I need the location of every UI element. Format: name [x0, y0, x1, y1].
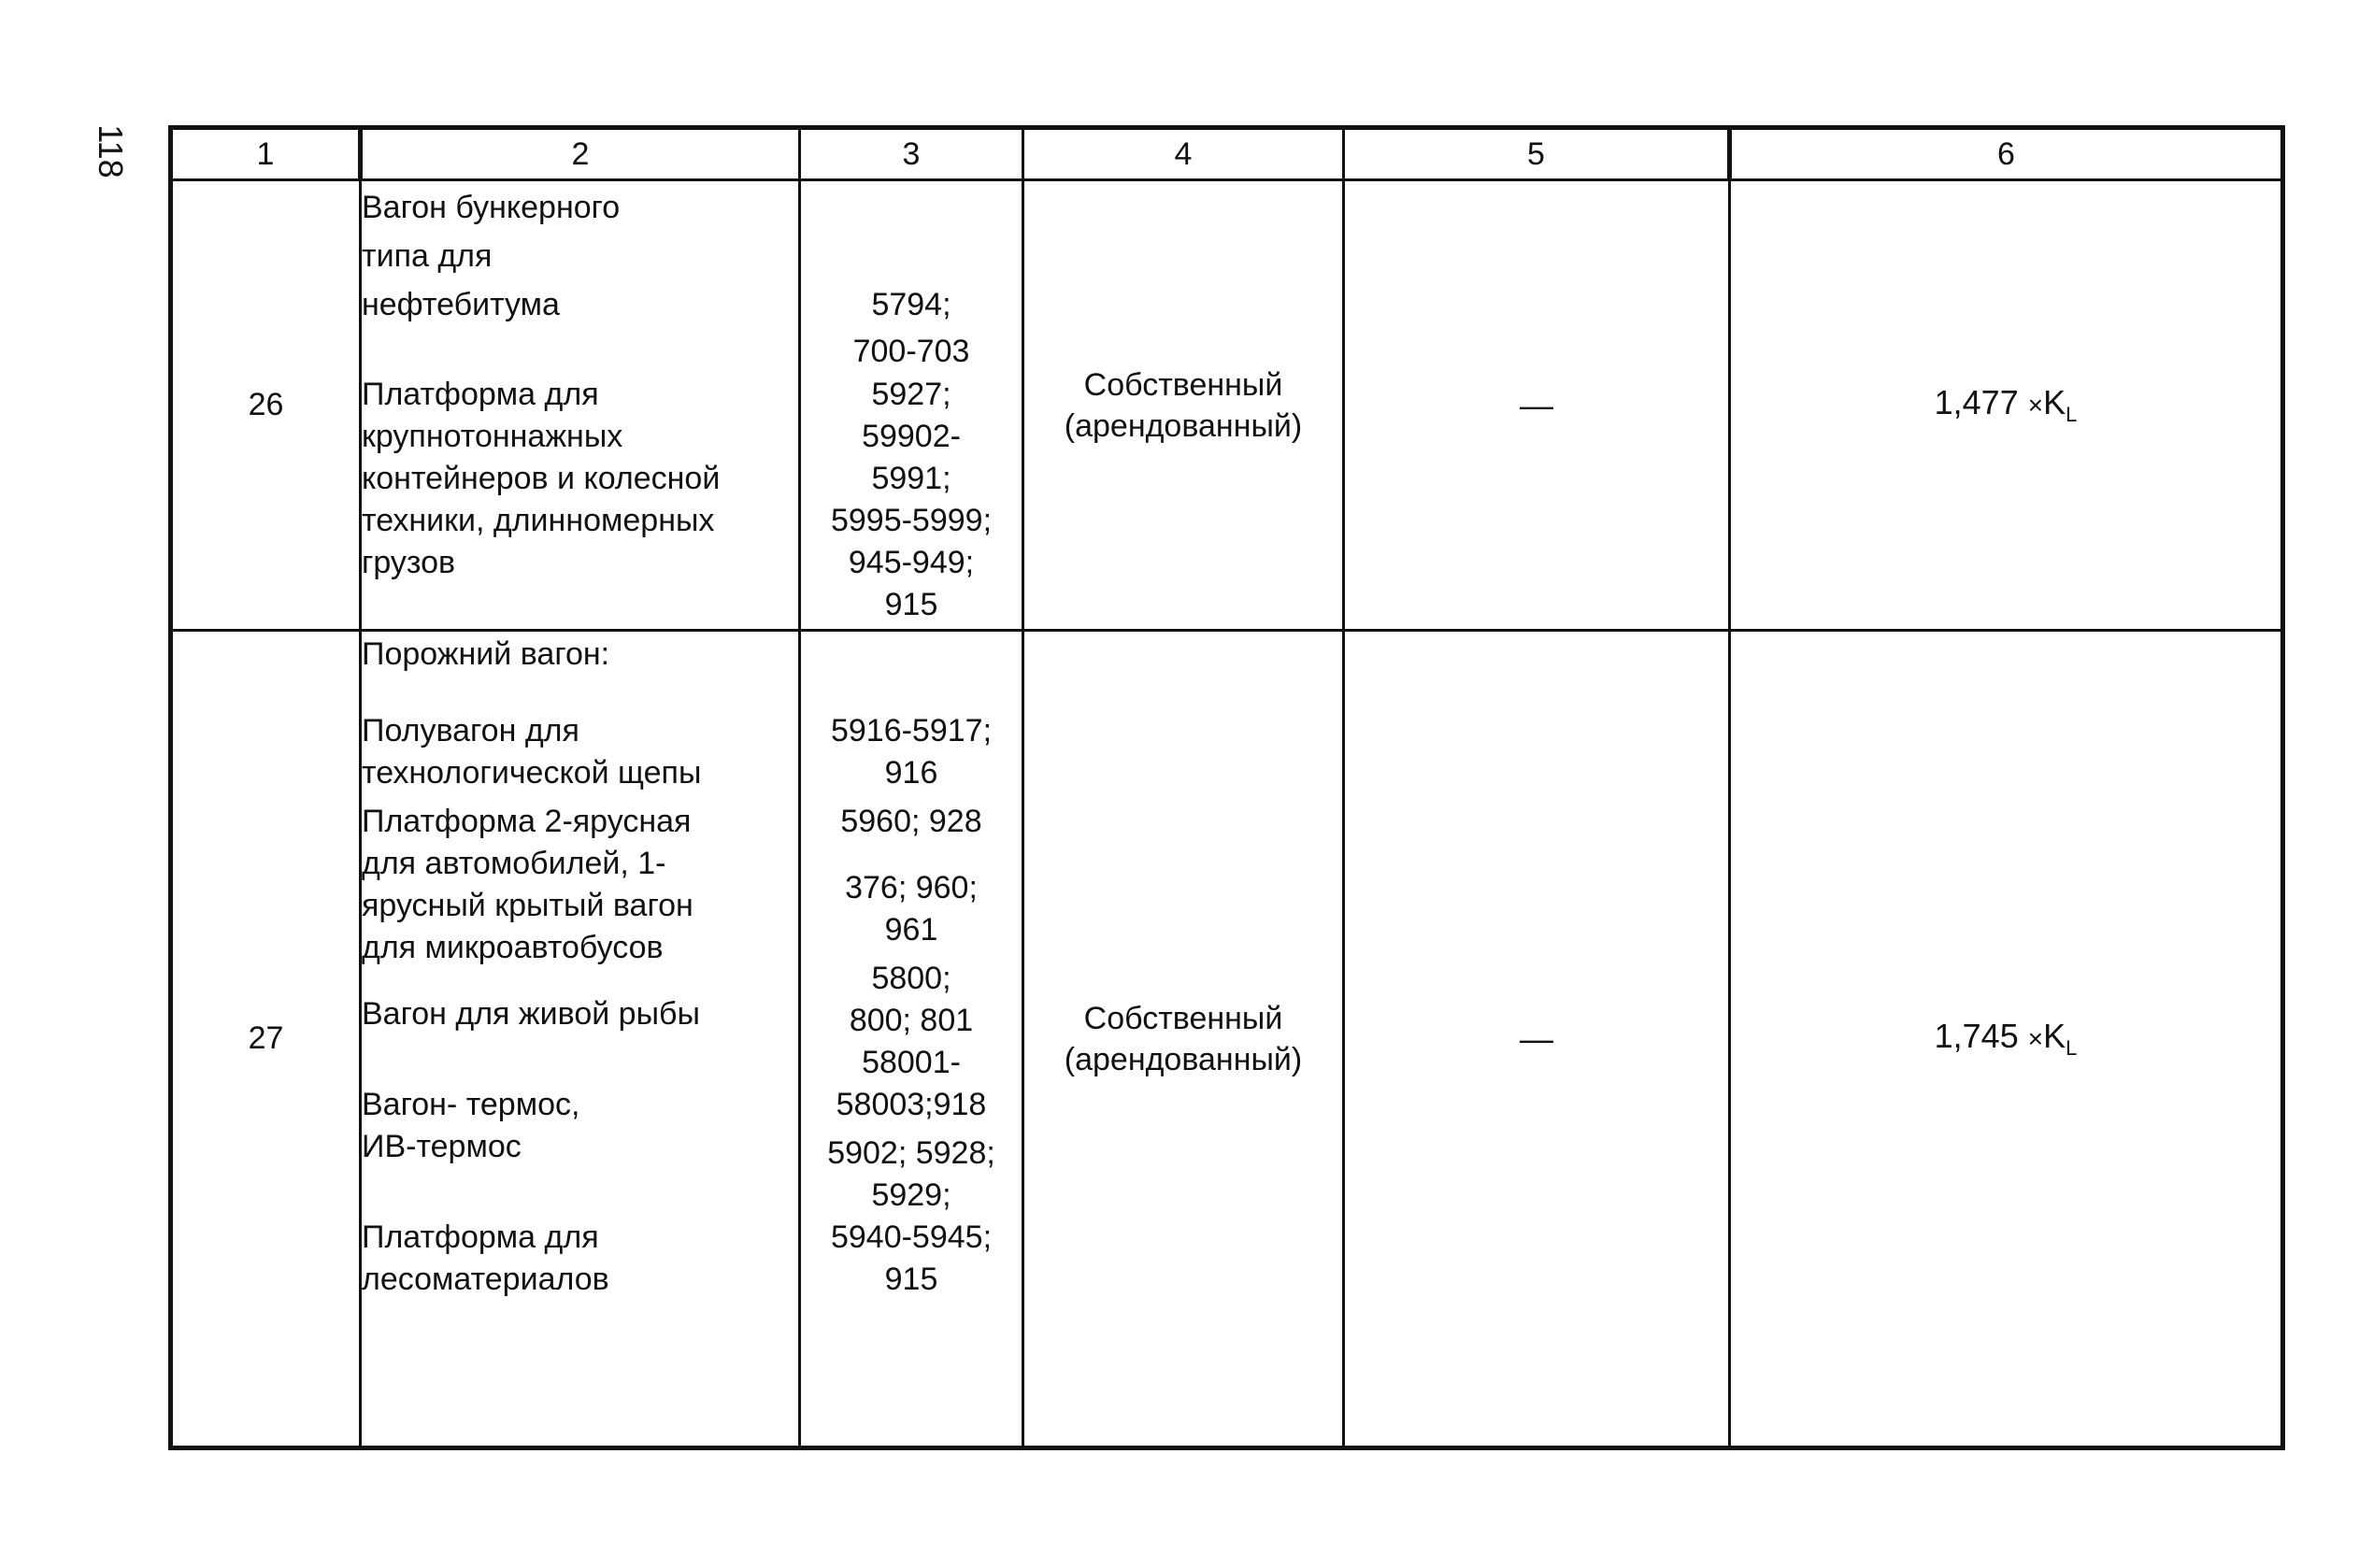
wagon-code-line: 800; 801 — [849, 1003, 974, 1038]
row-number: 26 — [171, 180, 361, 631]
wagon-code-line: 700-703 — [852, 334, 970, 369]
coefficient-value: 1,477 — [1934, 383, 2019, 421]
ownership-cell — [1023, 631, 1344, 1448]
coefficient-value: 1,745 — [1934, 1017, 2019, 1055]
table-row-27 — [171, 631, 2283, 1448]
column-header-4: 4 — [1023, 128, 1344, 180]
column-header-5: 5 — [1344, 128, 1730, 180]
wagon-code-line: 945-949; — [848, 545, 975, 580]
wagon-code-line: 5800; — [871, 961, 951, 996]
table-row-26 — [171, 180, 2283, 631]
wagon-codes-cell — [800, 180, 1023, 631]
page-number: 118 — [92, 124, 130, 178]
wagon-types-cell — [361, 180, 800, 631]
wagon-code-line — [801, 843, 1022, 867]
column-header-2: 2 — [361, 128, 800, 180]
wagon-code-line: 5916-5917; — [830, 713, 993, 748]
wagon-code-line: 58003;918 — [836, 1087, 987, 1122]
ownership-line: (арендованный) — [1064, 1041, 1303, 1077]
wagon-type-line: типа для — [362, 238, 493, 274]
wagon-code-line: 916 — [884, 755, 938, 791]
column-5-value: — — [1344, 631, 1730, 1448]
wagon-code-line: 5902; 5928; — [827, 1135, 995, 1171]
wagon-types-cell — [361, 631, 800, 1448]
wagon-type-line: Вагон- термос, — [362, 1087, 580, 1122]
wagon-code-line: 915 — [884, 1262, 938, 1297]
wagon-type-line: Платформа для — [362, 1219, 599, 1255]
wagon-code-line: 5940-5945; — [830, 1219, 993, 1255]
wagon-code-line: 5960; 928 — [840, 804, 982, 839]
wagon-code-line: 961 — [884, 912, 938, 948]
wagon-code-line: 5991; — [871, 461, 951, 496]
wagon-type-line: крупнотоннажных — [362, 419, 623, 454]
wagon-codes-cell — [800, 631, 1023, 1448]
wagon-code-line: 915 — [884, 587, 938, 622]
wagon-type-line: Платформа 2-ярусная — [362, 804, 692, 839]
wagon-type-line: грузов — [362, 545, 456, 580]
wagon-type-line: Полувагон для — [362, 713, 579, 748]
wagon-type-line: Вагон для живой рыбы — [362, 996, 700, 1032]
wagon-code-line — [801, 232, 1022, 280]
wagon-code-line: 59902- — [862, 419, 961, 454]
coefficient-cell — [1730, 631, 2283, 1448]
wagon-code-line: 5927; — [871, 377, 951, 412]
wagon-type-line: Порожний вагон: — [362, 636, 610, 672]
coefficient-subscript: L — [2066, 1036, 2078, 1060]
column-header-6: 6 — [1730, 128, 2283, 180]
ownership-cell — [1023, 180, 1344, 631]
column-header-1: 1 — [171, 128, 361, 180]
ownership-line: Собственный — [1083, 1000, 1283, 1036]
wagon-code-line: 5929; — [871, 1177, 951, 1213]
wagon-type-line — [362, 1035, 798, 1084]
wagon-code-line: 376; 960; — [845, 870, 978, 905]
coefficient-base: K — [2043, 383, 2066, 421]
coefficient-base: K — [2043, 1017, 2066, 1055]
coefficient-cell — [1730, 180, 2283, 631]
wagon-type-line — [362, 969, 798, 993]
wagon-type-line — [362, 329, 798, 374]
wagon-code-line — [801, 680, 1022, 710]
row-number: 27 — [171, 631, 361, 1448]
wagon-code-line — [801, 634, 1022, 680]
wagon-type-line — [362, 680, 798, 710]
wagon-code-line — [801, 183, 1022, 232]
ownership-line: (арендованный) — [1064, 407, 1303, 444]
wagon-code-line: 5995-5999; — [830, 503, 993, 538]
wagon-type-line: для автомобилей, 1- — [362, 846, 666, 881]
multiply-sign: × — [2027, 391, 2044, 420]
multiply-sign: × — [2027, 1024, 2044, 1053]
wagon-type-line: нефтебитума — [362, 287, 560, 322]
wagon-type-line: технологической щепы — [362, 755, 702, 791]
ownership-line: Собственный — [1083, 366, 1283, 403]
wagon-code-line: 5794; — [871, 287, 951, 322]
coefficient-subscript: L — [2066, 403, 2078, 426]
wagon-type-line: для микроавтобусов — [362, 930, 664, 965]
wagon-type-line: ИВ-термос — [362, 1129, 522, 1164]
column-5-value: — — [1344, 180, 1730, 631]
wagon-type-line: Вагон бункерного — [362, 190, 621, 225]
wagon-type-line — [362, 1168, 798, 1217]
wagon-type-line: контейнеров и колесной — [362, 461, 721, 496]
column-header-3: 3 — [800, 128, 1023, 180]
wagon-type-line: ярусный крытый вагон — [362, 888, 693, 923]
table-header-row — [171, 128, 2283, 180]
wagon-type-line: лесоматериалов — [362, 1262, 609, 1297]
wagon-code-line: 58001- — [862, 1045, 961, 1080]
wagon-type-line: Платформа для — [362, 377, 599, 412]
wagon-type-line: техники, длинномерных — [362, 503, 715, 538]
wagon-coefficient-table — [168, 125, 2285, 1450]
